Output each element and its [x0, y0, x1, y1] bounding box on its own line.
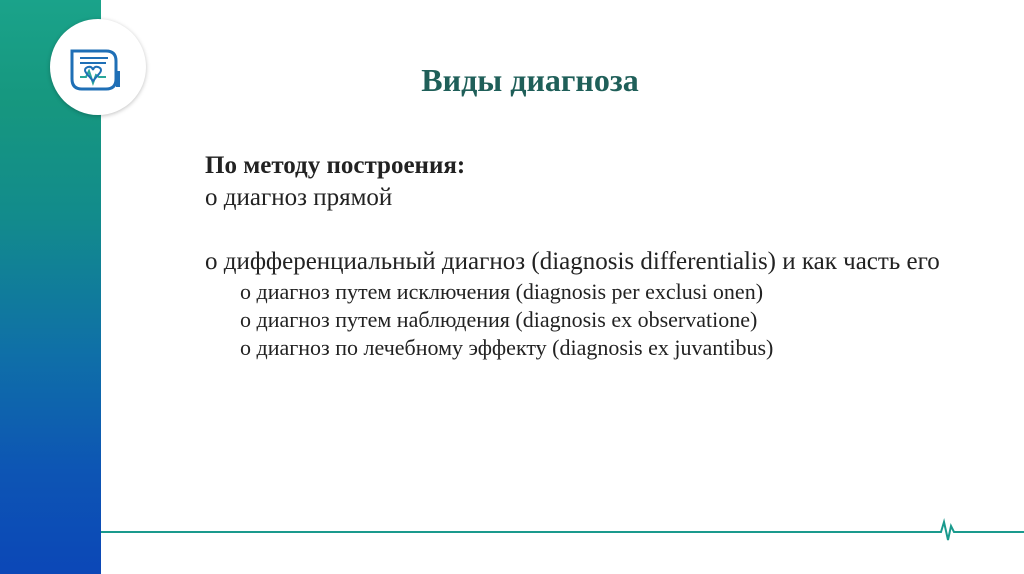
content-heading: По методу построения:: [205, 152, 466, 179]
logo-badge: [50, 19, 146, 115]
slide-content: [205, 150, 985, 362]
list-item: o дифференциальный диагноз (diagnosis differentialis) и как часть его: [205, 248, 940, 275]
slide-title: Виды диагноза: [421, 62, 639, 98]
sub-list-item: o диагноз путем исключения (diagnosis per exclusi onen): [240, 279, 764, 304]
sub-list-item: o диагноз по лечебному эффекту (diagnosis ex juvantibus): [240, 335, 774, 360]
spacer: [205, 214, 985, 246]
college-logo-icon: [68, 41, 128, 93]
list-item: o диагноз прямой: [205, 184, 393, 211]
sub-list: [205, 278, 985, 362]
footer-pulse-line: [101, 518, 1024, 542]
sub-list-item: o диагноз путем наблюдения (diagnosis ex observatione): [240, 307, 758, 332]
